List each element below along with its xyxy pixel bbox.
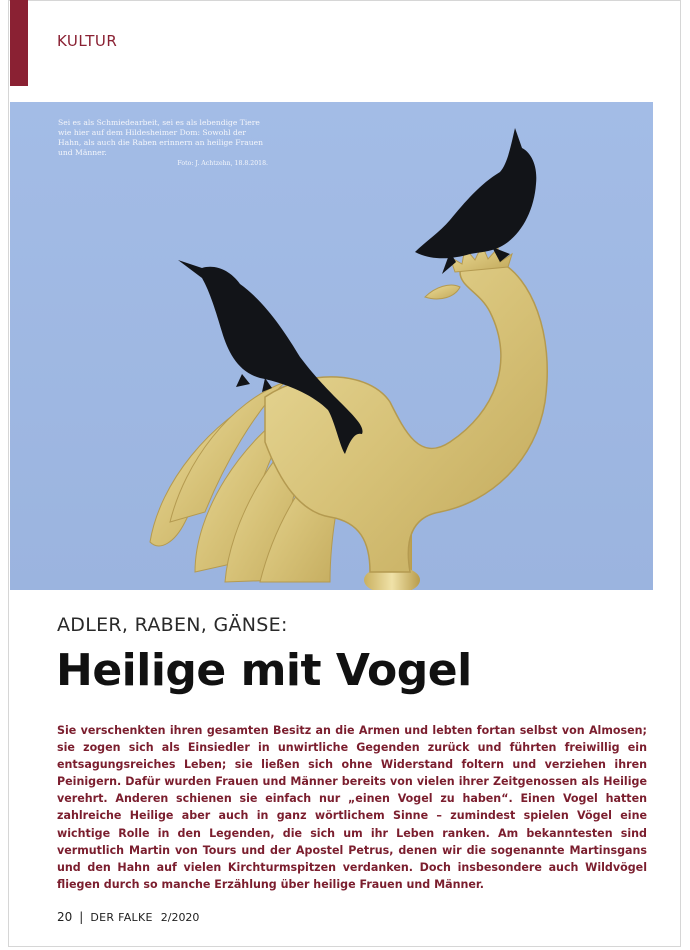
photo-caption-text: Sei es als Schmiedearbeit, sei es als lebendige Tiere wie hier auf dem Hildesheimer Dom: Sowohl der Hahn, als auch die Raben erinnern an heilige Frauen und Männer. [58,118,264,157]
section-label: KULTUR [57,32,118,50]
footer-separator: | [79,910,84,924]
article-photo [10,102,653,590]
page-number: 20 [57,910,73,924]
article-headline: Heilige mit Vogel [56,645,472,696]
magazine-name: DER FALKE [90,910,153,924]
article-lead: Sie verschenkten ihren gesamten Besitz an die Armen und lebten fortan selbst von Almosen; sie zogen sich als Einsiedler in unwirtliche Gegenden zurück und führten freiwillig ein entsagungsreiches Leben; sie ließen sich ohne Widerstand foltern und verziehen ihren Peinigern. Dafür wurden Frauen und Männer bereits von vielen ihrer Zeitgenossen als Heilige verehrt. Anderen schienen sie einfach nur „einen Vogel zu haben“. Einen Vogel hatten zahlreiche Heilige aber auch in ganz wörtlichem Sinne – zumindest spielen Vögel eine wichtige Rolle in den Legenden, die sich um ihr Leben ranken. Am bekanntesten sind vermutlich Martin von Tours und der Apostel Petrus, denen wir die sogenannte Martinsgans und den Hahn auf vielen Kirchturmspitzen verdanken. Doch insbesondere auch Wildvögel fliegen durch so manche Erzählung über heilige Frauen und Männer. [57,724,647,891]
photo-caption [58,118,268,169]
issue-number: 2/2020 [160,910,200,924]
weathercock-with-ravens-image [10,102,653,590]
page-footer [57,910,199,924]
article-kicker: ADLER, RABEN, GÄNSE: [57,614,288,636]
photo-credit: Foto: J. Achtzehn, 18.8.2018. [177,160,268,167]
section-color-bar [10,0,28,86]
